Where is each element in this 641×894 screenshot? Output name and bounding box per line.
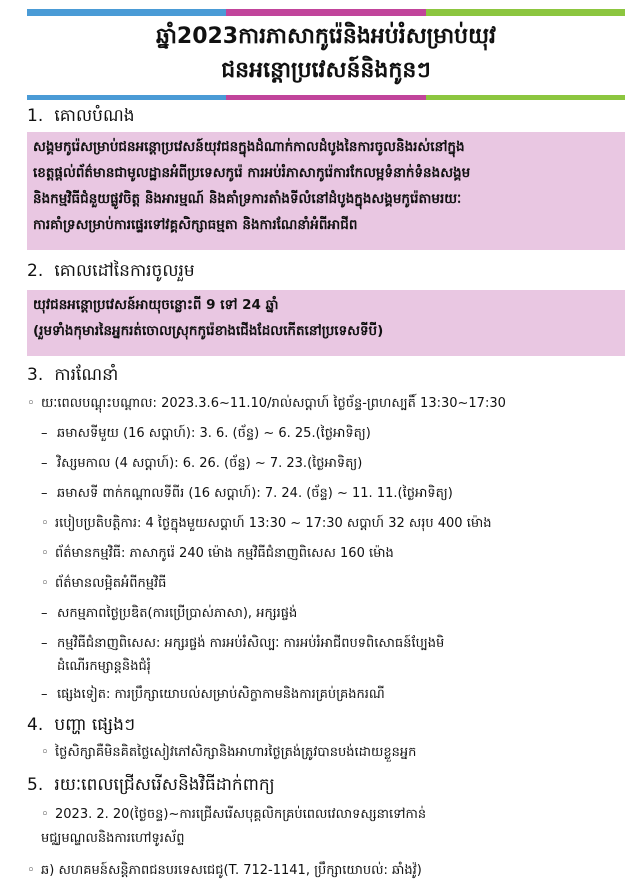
list-item: – កម្មវិធីជំនាញពិសេស: អក្សរផ្ចង់ ការអប់រំសិល្បៈ ការអប់រំអាជីពបទពិសោធន៍ប្បែងមិ bbox=[41, 633, 444, 655]
list-item: – ឆមាសទីមួយ (16 សប្តាហ៍): 3. 6. (ច័ន្ទ) ~ 6. 25.(ថ្ងៃអាទិត្យ) bbox=[41, 423, 371, 445]
list-item: ◦ ព័ត៌មានលម្អិតអំពីកម្មវិធី bbox=[41, 573, 166, 595]
list-item: ◦ ថ្លៃសិក្សាគឺមិនគិតថ្លៃសៀវភៅសិក្សានិងអាហារថ្ងៃត្រង់ត្រូវបានបង់ដោយខ្លួនអ្នក bbox=[41, 742, 416, 764]
section-1-title: គោលបំណង bbox=[54, 106, 135, 126]
list-item: – ផ្សេងទៀត: ការប្រឹក្សាយោបល់សម្រាប់សិក្ខាកាមនិងការគ្រប់គ្រងករណី bbox=[41, 684, 385, 706]
section-3-number: 3. bbox=[27, 365, 44, 385]
section-3-heading bbox=[27, 362, 118, 388]
section-4-heading bbox=[27, 712, 135, 738]
dash-icon: – bbox=[41, 456, 48, 471]
page-title bbox=[27, 20, 625, 90]
bullet-icon: ◦ bbox=[41, 807, 49, 822]
list-item-continuation: មជ្ឈមណ្ឌលនិងការហៅទូរស័ព្ទ bbox=[41, 831, 185, 846]
section-1-heading bbox=[27, 103, 135, 129]
bullet-icon: ◦ bbox=[41, 516, 49, 531]
list-item: ◦ របៀបប្រតិបត្តិការ: 4 ថ្ងៃក្នុងមួយសប្តាហ៍ 13:30 ~ 17:30 សប្តាហ៍ 32 សរុប 400 ម៉ោង bbox=[41, 513, 491, 535]
bullet-icon: ◦ bbox=[41, 745, 49, 760]
section-1-line: ខេត្តផ្តល់ព័ត៌មានជាមូលដ្ឋានអំពីប្រទេសកូរ៉េ ការអប់រំភាសាកូរ៉េការកែលម្អទំនាក់ទំនងសង្គម bbox=[33, 165, 471, 181]
bullet-icon: ◦ bbox=[41, 546, 49, 561]
section-2-heading bbox=[27, 258, 195, 284]
section-1-line: ការគាំទ្រសម្រាប់ការផ្ទេរទៅវគ្គសិក្សាធម្មតា និងការណែនាំអំពីអាជីព bbox=[33, 217, 358, 233]
list-item: – ឆមាសទី ពាក់កណ្តាលទីពីរ (16 សប្តាហ៍): 7. 24. (ច័ន្ទ) ~ 11. 11.(ថ្ងៃអាទិត្យ) bbox=[41, 483, 453, 505]
divider-blue bbox=[27, 95, 226, 100]
section-4-title: បញ្ហា ផ្សេងៗ bbox=[54, 715, 136, 735]
section-1-line: និងកម្មវិធីជំនួយផ្លូវចិត្ត និងអារម្មណ៍ និងគាំទ្រការតាំងទីលំនៅដំបូងក្នុងសង្គមកូរ៉េតាមរយៈ bbox=[33, 191, 462, 207]
bullet-icon: ◦ bbox=[27, 396, 35, 411]
divider-magenta bbox=[226, 95, 425, 100]
top-bar-magenta bbox=[226, 9, 425, 16]
list-item: – សកម្មភាពថ្ងៃប្រឌិត(ការប្រើប្រាស់ភាសា), អក្សរផ្ចង់ bbox=[41, 603, 297, 625]
bullet-icon: ◦ bbox=[27, 863, 35, 878]
top-color-bar bbox=[27, 9, 625, 16]
list-item-continuation: ដំណើរកម្សាន្តនិងជំរុំ bbox=[57, 659, 151, 674]
dash-icon: – bbox=[41, 687, 48, 702]
section-1-number: 1. bbox=[27, 106, 44, 126]
title-line-1: ឆ្នាំ2023ការភាសាកូរ៉េនិងអប់រំសម្រាប់យុវ bbox=[155, 24, 497, 49]
bullet-icon: ◦ bbox=[41, 576, 49, 591]
list-item: ◦ 2023. 2. 20(ថ្ងៃចន្ទ)~ការជ្រើសរើសបុគ្គលិកគ្រប់ពេលវេលាទស្សនាទៅកាន់ bbox=[41, 804, 426, 826]
divider-color-bar bbox=[27, 95, 625, 100]
divider-green bbox=[426, 95, 625, 100]
list-item: ◦ យៈពេលបណ្តុះបណ្តាល: 2023.3.6~11.10/រាល់សប្តាហ៍ ថ្ងៃច័ន្ទ-ព្រហស្បតិ៍ 13:30~17:30 bbox=[27, 393, 506, 415]
section-2-line: យុវជនអន្តោប្រវេសន៍អាយុចន្លោះពី 9 ទៅ 24 ឆ្នាំ bbox=[33, 297, 279, 313]
section-2-title: គោលដៅនៃការចូលរួម bbox=[54, 261, 195, 281]
dash-icon: – bbox=[41, 636, 48, 651]
dash-icon: – bbox=[41, 426, 48, 441]
list-item: ◦ ព័ត៌មានកម្មវិធី: ភាសាកូរ៉េ 240 ម៉ោង កម្មវិធីជំនាញពិសេស 160 ម៉ោង bbox=[41, 543, 394, 565]
list-item: – វិស្សមកាល (4 សប្តាហ៍): 6. 26. (ច័ន្ទ) ~ 7. 23.(ថ្ងៃអាទិត្យ) bbox=[41, 453, 362, 475]
section-5-title: រយៈពេលជ្រើសរើសនិងវិធីដាក់ពាក្យ bbox=[54, 775, 275, 795]
dash-icon: – bbox=[41, 486, 48, 501]
section-5-number: 5. bbox=[27, 775, 44, 795]
title-line-2: ជនអន្តោប្រវេសន៍និងកូនៗ bbox=[221, 58, 431, 83]
top-bar-green bbox=[426, 9, 625, 16]
list-item: ◦ ឆ) សហគមន៍សន្តិភាពជនបរទេសជេជូ(T. 712-1141, ប្រឹក្សាយោបល់: ឆាំងវ៉ូ) bbox=[27, 860, 422, 882]
section-5-heading bbox=[27, 772, 275, 798]
top-bar-blue bbox=[27, 9, 226, 16]
section-2-number: 2. bbox=[27, 261, 44, 281]
section-3-title: ការណែនាំ bbox=[54, 365, 119, 385]
section-2-line: (រួមទាំងកុមារនៃអ្នករត់ចោលស្រុកកូរ៉េខាងជើងដែលកើតនៅប្រទេសទីបី) bbox=[33, 323, 384, 339]
section-2-box bbox=[27, 290, 625, 356]
section-1-box bbox=[27, 132, 625, 250]
section-4-number: 4. bbox=[27, 715, 44, 735]
dash-icon: – bbox=[41, 606, 48, 621]
section-1-line: សង្គមកូរ៉េសម្រាប់ជនអន្តោប្រវេសន៍យុវជនក្នុងដំណាក់កាលដំបូងនៃការចូលនិងរស់នៅក្នុង bbox=[33, 139, 465, 155]
